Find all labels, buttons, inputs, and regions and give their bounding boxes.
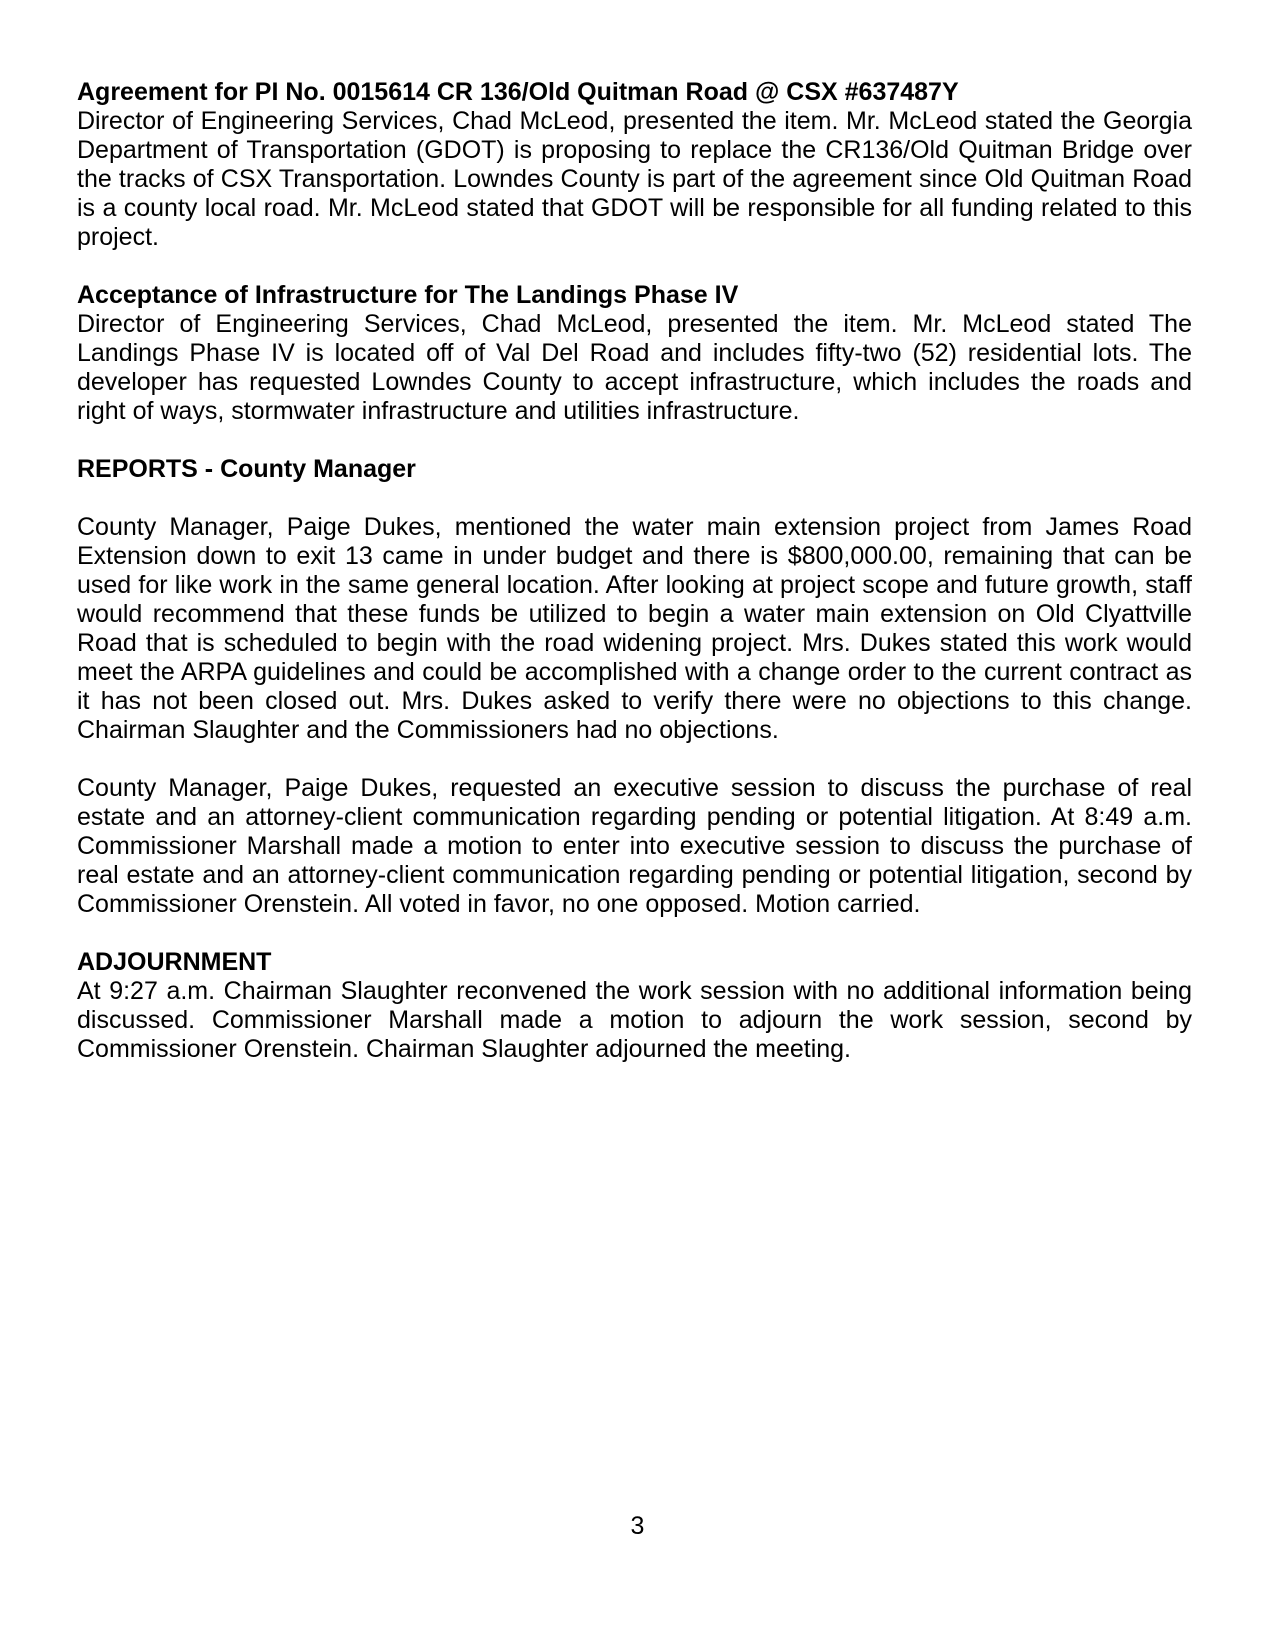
section-adjournment bbox=[77, 948, 1192, 1064]
section-reports-county-manager bbox=[77, 455, 1192, 919]
page-number: 3 bbox=[630, 1512, 645, 1540]
section-paragraph: County Manager, Paige Dukes, mentioned the water main extension project from James Road Extension down to exit 13 came in under budget and there is $800,000.00, remaining that can be used for like work in the same general location. After looking at project scope and future growth, staff would recommend that these funds be utilized to begin a water main extension on Old Clyattville Road that is scheduled to begin with the road widening project. Mrs. Dukes stated this work would meet the ARPA guidelines and could be accomplished with a change order to the current contract as it has not been closed out. Mrs. Dukes asked to verify there were no objections to this change. Chairman Slaughter and the Commissioners had no objections. bbox=[77, 513, 1192, 744]
section-paragraph: Director of Engineering Services, Chad McLeod, presented the item. Mr. McLeod stated the Georgia Department of Transportation (GDOT) is proposing to replace the CR136/Old Quitman Bridge over the tracks of CSX Transportation. Lowndes County is part of the agreement since Old Quitman Road is a county local road. Mr. McLeod stated that GDOT will be responsible for all funding related to this project. bbox=[77, 107, 1192, 251]
section-heading: ADJOURNMENT bbox=[77, 948, 272, 976]
section-agreement-pi-0015614 bbox=[77, 78, 1192, 252]
section-paragraph: Director of Engineering Services, Chad McLeod, presented the item. Mr. McLeod stated The Landings Phase IV is located off of Val Del Road and includes fifty-two (52) residential lots. The developer has requested Lowndes County to accept infrastructure, which includes the roads and right of ways, stormwater infrastructure and utilities infrastructure. bbox=[77, 310, 1192, 425]
section-heading: Acceptance of Infrastructure for The Landings Phase IV bbox=[77, 281, 739, 309]
section-paragraph: At 9:27 a.m. Chairman Slaughter reconvened the work session with no additional information being discussed. Commissioner Marshall made a motion to adjourn the work session, second by Commissioner Orenstein. Chairman Slaughter adjourned the meeting. bbox=[77, 977, 1192, 1063]
section-heading: REPORTS - County Manager bbox=[77, 455, 416, 483]
section-paragraph: County Manager, Paige Dukes, requested an executive session to discuss the purchase of real estate and an attorney-client communication regarding pending or potential litigation. At 8:49 a.m. Commissioner Marshall made a motion to enter into executive session to discuss the purchase of real estate and an attorney-client communication regarding pending or potential litigation, second by Commissioner Orenstein. All voted in favor, no one opposed. Motion carried. bbox=[77, 774, 1192, 918]
section-acceptance-infrastructure bbox=[77, 281, 1192, 426]
section-heading: Agreement for PI No. 0015614 CR 136/Old Quitman Road @ CSX #637487Y bbox=[77, 78, 959, 106]
